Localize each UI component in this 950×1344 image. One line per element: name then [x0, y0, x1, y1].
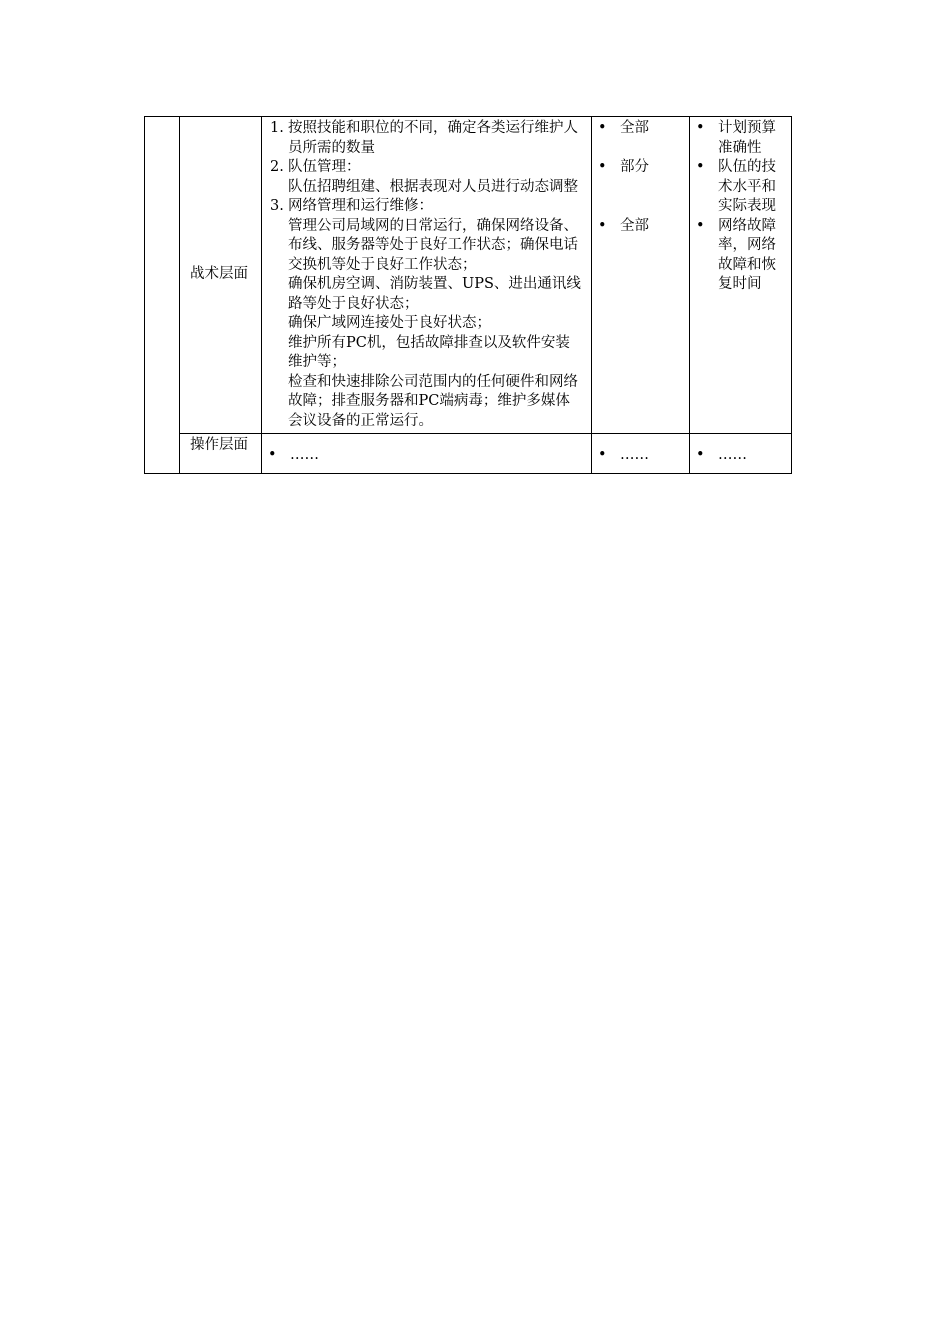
bullet-icon: •	[696, 217, 705, 234]
metrics-list	[690, 117, 791, 295]
bullet-icon: •	[696, 447, 705, 463]
list-item	[598, 119, 685, 139]
task-subline: 确保机房空调、消防装置、UPS、进出通讯线路等处于良好状态；	[288, 276, 581, 312]
list-item	[696, 119, 787, 158]
task-number: 1.	[270, 120, 284, 136]
scope-value: 全部	[620, 217, 649, 234]
metrics-cell-operational	[690, 434, 792, 474]
list-item	[598, 158, 685, 178]
task-subline: 检查和快速排除公司范围内的任何硬件和网络故障；排查服务器和PC端病毒；维护多媒体会议设备的正常运行。	[288, 373, 578, 429]
metric-value: 计划预算准确性	[718, 120, 776, 156]
list-item	[598, 217, 685, 237]
list-item	[696, 446, 787, 466]
task-number: 2.	[270, 159, 284, 175]
level-label-operational: 操作层面	[180, 434, 262, 474]
task-subline: 维护所有PC机，包括故障排查以及软件安装维护等；	[288, 334, 570, 370]
metric-value: 网络故障率，网络故障和恢复时间	[718, 217, 776, 292]
responsibility-table	[144, 116, 792, 474]
tasks-cell-operational	[262, 434, 592, 474]
task-text: 队伍管理：	[288, 159, 361, 175]
metric-value: 队伍的技术水平和实际表现	[718, 159, 776, 214]
merged-left-cell	[145, 117, 180, 474]
bullet-icon: •	[696, 159, 705, 175]
task-subline: 管理公司局域网的日常运行，确保网络设备、布线、服务器等处于良好工作状态；确保电话交换机等处于良好工作状态；	[288, 217, 578, 273]
task-subline: 队伍招聘组建、根据表现对人员进行动态调整	[288, 178, 578, 195]
list-item	[268, 446, 587, 466]
ops-scope-list	[592, 434, 689, 466]
bullet-icon: •	[598, 217, 607, 234]
list-item	[696, 158, 787, 217]
task-item-1	[270, 119, 583, 158]
ops-metrics-list	[690, 434, 791, 466]
list-item	[598, 446, 685, 466]
task-number: 3.	[270, 198, 284, 214]
bullet-icon: •	[268, 447, 277, 463]
tasks-cell-tactical	[262, 117, 592, 434]
list-item	[696, 217, 787, 295]
ops-task-list	[262, 434, 591, 466]
bullet-icon: •	[598, 447, 607, 463]
scope-cell-tactical	[592, 117, 690, 434]
bullet-icon: •	[598, 159, 607, 175]
ops-metric-value: ……	[718, 447, 747, 463]
scope-value: 部分	[620, 159, 649, 175]
task-text: 网络管理和运行维修：	[288, 198, 433, 214]
scope-cell-operational	[592, 434, 690, 474]
ops-task-value: ……	[290, 447, 319, 463]
table-row-tactical	[145, 117, 792, 434]
metrics-cell-tactical	[690, 117, 792, 434]
task-subline: 确保广域网连接处于良好状态；	[288, 315, 491, 331]
bullet-icon: •	[696, 120, 705, 136]
level-label-tactical: 战术层面	[180, 117, 262, 434]
table-row-operational	[145, 434, 792, 474]
scope-value: 全部	[620, 120, 649, 136]
task-text: 按照技能和职位的不同，确定各类运行维护人员所需的数量	[288, 120, 578, 156]
task-item-3	[270, 197, 583, 217]
task-item-2	[270, 158, 583, 178]
bullet-icon: •	[598, 120, 607, 136]
ops-scope-value: ……	[620, 447, 649, 463]
scope-list	[592, 117, 689, 236]
